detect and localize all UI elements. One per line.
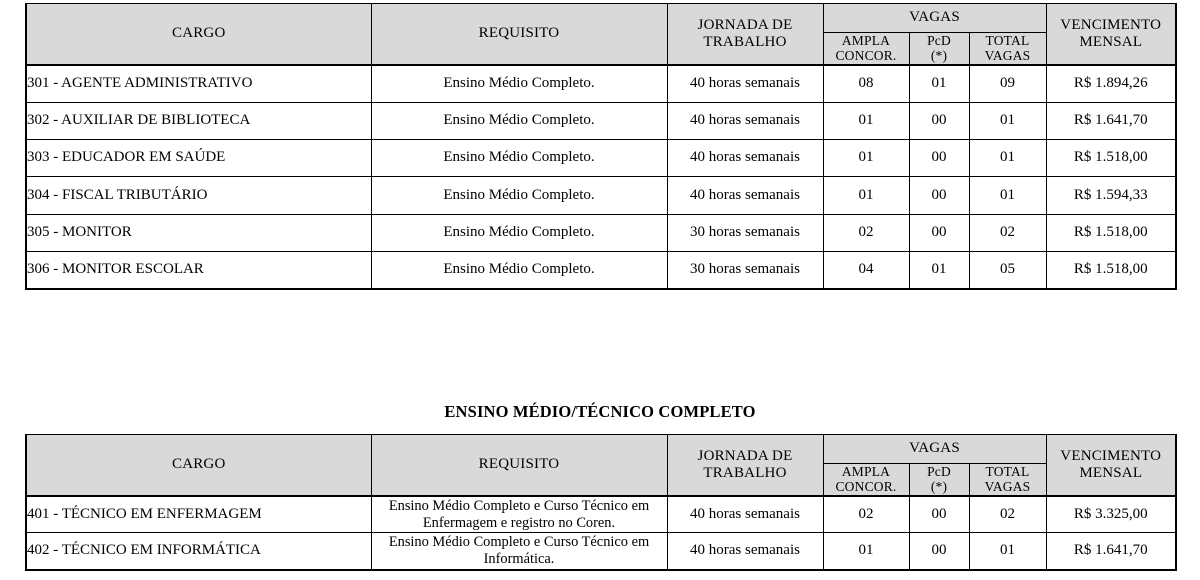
cell-requisito: Ensino Médio Completo. [371, 177, 667, 214]
col-header-jornada-2 [667, 435, 823, 496]
table-inferior-body [26, 496, 1176, 570]
table-superior-body [26, 65, 1176, 289]
cell-requisito: Ensino Médio Completo. [371, 214, 667, 251]
col-header-vencimento-2 [1046, 435, 1176, 496]
cell-cargo: 302 - AUXILIAR DE BIBLIOTECA [26, 102, 371, 139]
cell-cargo: 305 - MONITOR [26, 214, 371, 251]
cell-ampla-concorrencia: 02 [823, 214, 909, 251]
table-superior-head [26, 4, 1176, 65]
table-row [26, 102, 1176, 139]
cell-pcd: 01 [909, 65, 969, 102]
section-heading-ensino-medio-tecnico: ENSINO MÉDIO/TÉCNICO COMPLETO [444, 402, 756, 421]
cell-pcd: 00 [909, 140, 969, 177]
vacancies-table-inferior [25, 434, 1177, 571]
col-header-ampla-2-line2: CONCOR. [835, 479, 897, 495]
table-inferior-head [26, 435, 1176, 496]
cell-vencimento-mensal: R$ 1.894,26 [1046, 65, 1176, 102]
cell-total-vagas: 01 [969, 177, 1046, 214]
col-header-pcd-2 [909, 464, 969, 496]
col-header-jornada-line1: JORNADA DE [697, 16, 793, 33]
col-header-vencimento-2-line2: MENSAL [1079, 464, 1143, 481]
col-header-jornada-2-line2: TRABALHO [703, 464, 787, 481]
cell-requisito: Ensino Médio Completo e Curso Técnico em Informática. [371, 533, 667, 570]
col-header-ampla-2-line1: AMPLA [841, 464, 891, 479]
cell-jornada: 40 horas semanais [667, 533, 823, 570]
cell-vencimento-mensal: R$ 1.594,33 [1046, 177, 1176, 214]
cell-total-vagas: 05 [969, 252, 1046, 289]
cell-pcd: 00 [909, 177, 969, 214]
vacancies-table-inferior-container [25, 434, 1175, 571]
cell-cargo: 402 - TÉCNICO EM INFORMÁTICA [26, 533, 371, 570]
cell-ampla-concorrencia: 01 [823, 177, 909, 214]
col-header-total-line2: VAGAS [984, 48, 1031, 64]
col-header-jornada-2-line1: JORNADA DE [697, 447, 793, 464]
cell-requisito: Ensino Médio Completo. [371, 140, 667, 177]
cell-requisito: Ensino Médio Completo e Curso Técnico em Enfermagem e registro no Coren. [371, 496, 667, 533]
cell-total-vagas: 09 [969, 65, 1046, 102]
col-header-vencimento-line1: VENCIMENTO [1060, 16, 1162, 33]
cell-pcd: 00 [909, 214, 969, 251]
col-header-ampla-line1: AMPLA [841, 33, 891, 48]
cell-jornada: 40 horas semanais [667, 496, 823, 533]
cell-vencimento-mensal: R$ 1.518,00 [1046, 140, 1176, 177]
col-header-requisito-2: REQUISITO [371, 435, 667, 496]
cell-ampla-concorrencia: 01 [823, 102, 909, 139]
table-row [26, 177, 1176, 214]
col-header-vencimento-line2: MENSAL [1079, 33, 1143, 50]
cell-vencimento-mensal: R$ 3.325,00 [1046, 496, 1176, 533]
cell-jornada: 40 horas semanais [667, 102, 823, 139]
col-header-total-2-line1: TOTAL [985, 464, 1030, 479]
col-header-cargo: CARGO [26, 4, 371, 65]
cell-pcd: 00 [909, 102, 969, 139]
cell-requisito: Ensino Médio Completo. [371, 102, 667, 139]
cell-total-vagas: 01 [969, 140, 1046, 177]
vacancies-table-superior-container [25, 3, 1175, 290]
cell-ampla-concorrencia: 04 [823, 252, 909, 289]
table-row [26, 496, 1176, 533]
cell-cargo: 301 - AGENTE ADMINISTRATIVO [26, 65, 371, 102]
cell-cargo: 304 - FISCAL TRIBUTÁRIO [26, 177, 371, 214]
col-header-requisito: REQUISITO [371, 4, 667, 65]
vacancies-table-superior [25, 3, 1177, 290]
cell-total-vagas: 02 [969, 214, 1046, 251]
col-header-pcd-2-line2: (*) [930, 479, 948, 495]
col-header-total-2-line2: VAGAS [984, 479, 1031, 495]
col-header-vencimento [1046, 4, 1176, 65]
cell-cargo: 401 - TÉCNICO EM ENFERMAGEM [26, 496, 371, 533]
col-header-ampla-concorrencia [823, 33, 909, 65]
cell-total-vagas: 01 [969, 102, 1046, 139]
cell-vencimento-mensal: R$ 1.518,00 [1046, 252, 1176, 289]
cell-ampla-concorrencia: 08 [823, 65, 909, 102]
col-header-vagas-group: VAGAS [823, 4, 1046, 33]
col-header-pcd [909, 33, 969, 65]
cell-vencimento-mensal: R$ 1.518,00 [1046, 214, 1176, 251]
cell-total-vagas: 02 [969, 496, 1046, 533]
cell-requisito: Ensino Médio Completo. [371, 65, 667, 102]
col-header-pcd-2-line1: PcD [927, 464, 951, 479]
table-row [26, 140, 1176, 177]
cell-jornada: 40 horas semanais [667, 65, 823, 102]
cell-requisito: Ensino Médio Completo. [371, 252, 667, 289]
col-header-cargo-2: CARGO [26, 435, 371, 496]
col-header-ampla-concorrencia-2 [823, 464, 909, 496]
col-header-pcd-line2: (*) [930, 48, 948, 64]
cell-ampla-concorrencia: 01 [823, 533, 909, 570]
cell-cargo: 303 - EDUCADOR EM SAÚDE [26, 140, 371, 177]
col-header-total-line1: TOTAL [985, 33, 1030, 48]
cell-total-vagas: 01 [969, 533, 1046, 570]
col-header-pcd-line1: PcD [927, 33, 951, 48]
table-row [26, 533, 1176, 570]
col-header-ampla-line2: CONCOR. [835, 48, 897, 64]
cell-pcd: 00 [909, 533, 969, 570]
table-row [26, 65, 1176, 102]
cell-jornada: 30 horas semanais [667, 252, 823, 289]
cell-jornada: 40 horas semanais [667, 140, 823, 177]
col-header-vencimento-2-line1: VENCIMENTO [1060, 447, 1162, 464]
cell-jornada: 30 horas semanais [667, 214, 823, 251]
cell-cargo: 306 - MONITOR ESCOLAR [26, 252, 371, 289]
cell-ampla-concorrencia: 02 [823, 496, 909, 533]
cell-pcd: 01 [909, 252, 969, 289]
cell-vencimento-mensal: R$ 1.641,70 [1046, 533, 1176, 570]
col-header-jornada-line2: TRABALHO [703, 33, 787, 50]
cell-pcd: 00 [909, 496, 969, 533]
col-header-vagas-group-2: VAGAS [823, 435, 1046, 464]
table-row [26, 214, 1176, 251]
cell-jornada: 40 horas semanais [667, 177, 823, 214]
col-header-total-vagas [969, 33, 1046, 65]
col-header-jornada [667, 4, 823, 65]
cell-ampla-concorrencia: 01 [823, 140, 909, 177]
cell-vencimento-mensal: R$ 1.641,70 [1046, 102, 1176, 139]
col-header-total-vagas-2 [969, 464, 1046, 496]
table-row [26, 252, 1176, 289]
